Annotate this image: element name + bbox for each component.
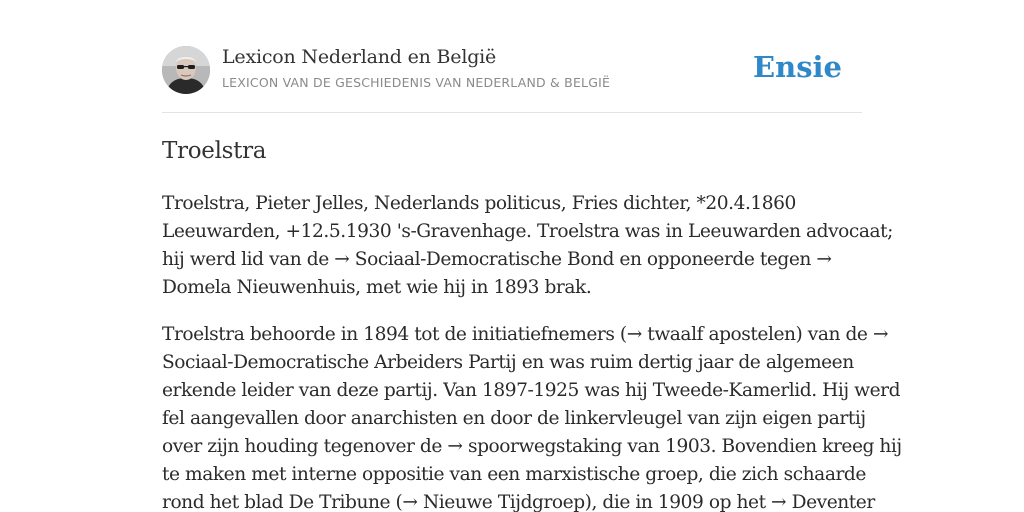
paragraph-line: Sociaal-Democratische Arbeiders Partij en was ruim dertig jaar de algemeen: [162, 352, 854, 373]
site-header: [162, 0, 862, 113]
paragraph-line: rond het blad De Tribune (→ Nieuwe Tijdgroep), die in 1909 op het → Deventer: [162, 492, 875, 512]
entry-paragraph-1: [162, 190, 893, 302]
paragraph-line: fel aangevallen door anarchisten en door de linkervleugel van zijn eigen partij: [162, 408, 866, 429]
ensie-logo-link[interactable]: Ensie: [753, 50, 842, 84]
avatar-portrait-icon: [162, 46, 210, 94]
lexicon-title[interactable]: Lexicon Nederland en België: [222, 46, 497, 68]
paragraph-line: Troelstra behoorde in 1894 tot de initiatiefnemers (→ twaalf apostelen) van de →: [162, 324, 889, 345]
entry-title: Troelstra: [162, 138, 267, 164]
paragraph-line: te maken met interne oppositie van een marxistische groep, die zich schaarde: [162, 464, 866, 485]
entry-paragraph-2: [162, 321, 902, 512]
paragraph-line: Domela Nieuwenhuis, met wie hij in 1893 brak.: [162, 277, 592, 298]
lexicon-subtitle: LEXICON VAN DE GESCHIEDENIS VAN NEDERLAND & BELGIË: [222, 75, 611, 90]
paragraph-line: over zijn houding tegenover de → spoorwegstaking van 1903. Bovendien kreeg hij: [162, 436, 902, 457]
paragraph-line: erkende leider van deze partij. Van 1897-1925 was hij Tweede-Kamerlid. Hij werd: [162, 380, 901, 401]
paragraph-line: Leeuwarden, +12.5.1930 's-Gravenhage. Troelstra was in Leeuwarden advocaat;: [162, 221, 893, 242]
paragraph-line: Troelstra, Pieter Jelles, Nederlands politicus, Fries dichter, *20.4.1860: [162, 193, 796, 214]
paragraph-line: hij werd lid van de → Sociaal-Democratische Bond en opponeerde tegen →: [162, 249, 832, 270]
page: [162, 0, 902, 512]
avatar[interactable]: [162, 46, 210, 94]
